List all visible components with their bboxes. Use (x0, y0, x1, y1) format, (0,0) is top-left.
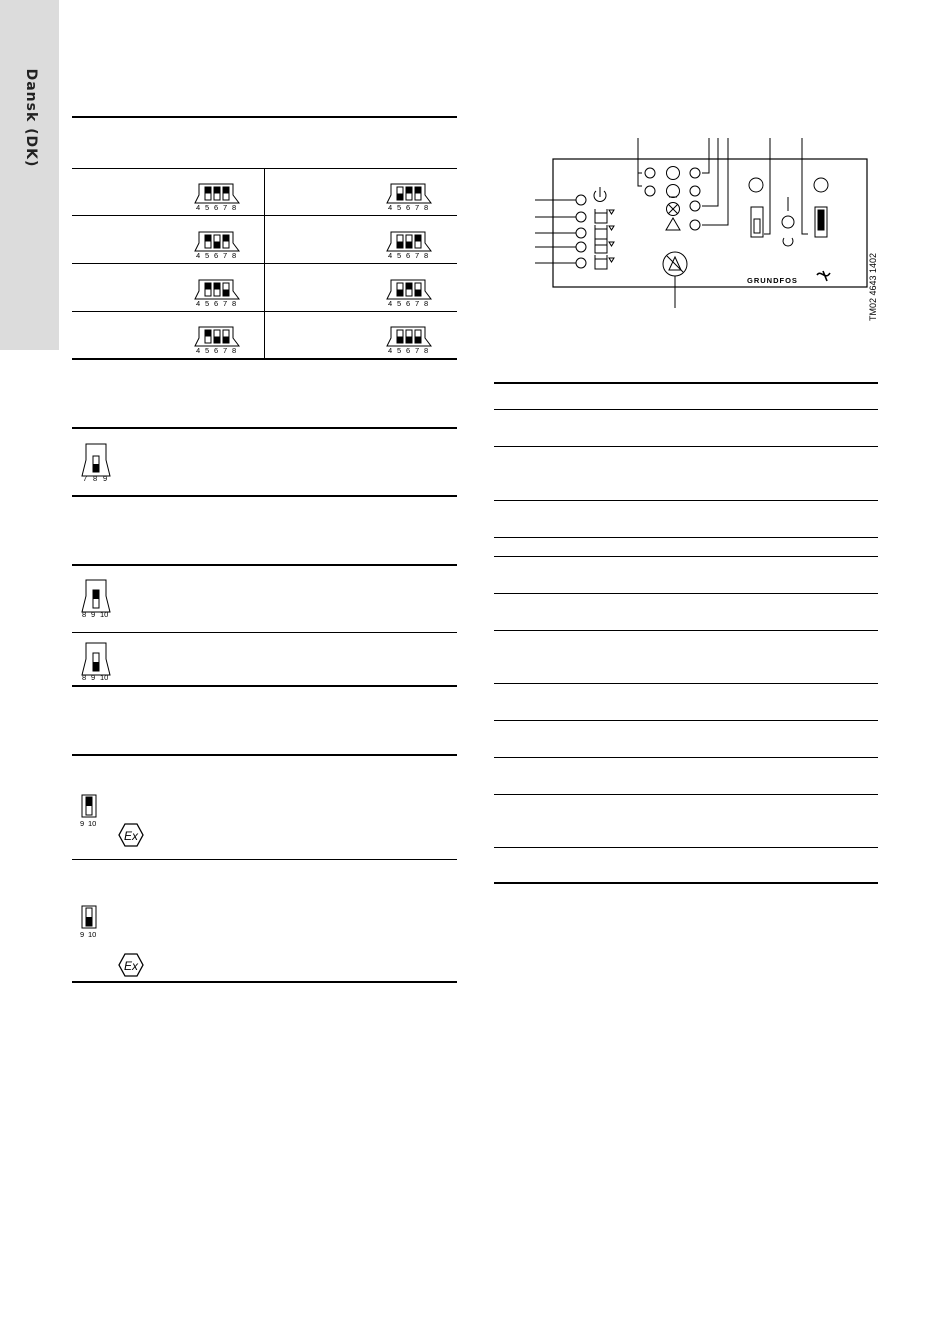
dip-switch-number: 5 (205, 346, 210, 354)
dip-switch-number: 4 (196, 346, 201, 354)
ex-atex-icon (118, 823, 144, 847)
dip-switch-number: 8 (232, 203, 237, 211)
dip-switch-number: 6 (214, 203, 219, 211)
table-rule (494, 556, 878, 557)
table-rule (72, 981, 457, 983)
table-rule (494, 630, 878, 631)
table-rule (494, 882, 878, 884)
dip-switch-number: 7 (415, 203, 420, 211)
column-divider (264, 168, 265, 358)
dip-switch-block-icon (385, 183, 433, 211)
language-side-tab (0, 0, 59, 350)
table-rule (494, 446, 878, 447)
svg-text:8: 8 (93, 474, 98, 482)
dip-switch-number: 7 (223, 251, 228, 259)
control-panel-diagram (525, 135, 885, 320)
table-rule (494, 500, 878, 501)
dip-switch-number: 4 (196, 251, 201, 259)
dip-switch-number: 6 (214, 346, 219, 354)
table-rule (494, 593, 878, 594)
table-rule (72, 859, 457, 860)
dip-switch-8910-off-icon (80, 641, 114, 681)
table-rule (494, 382, 878, 384)
svg-text:9: 9 (91, 673, 96, 681)
dip-switch-number: 4 (196, 299, 201, 307)
svg-text:9: 9 (80, 930, 85, 938)
svg-text:10: 10 (88, 819, 97, 827)
drawing-number (862, 235, 882, 325)
dip-switch-number: 7 (415, 299, 420, 307)
dip-switch-number: 5 (205, 299, 210, 307)
svg-text:10: 10 (100, 673, 109, 681)
dip-switch-number: 8 (232, 251, 237, 259)
dip-switch-number: 7 (415, 251, 420, 259)
language-tab-label: Dansk (DK) (23, 68, 39, 168)
dip-switch-8910-on-icon (80, 578, 114, 618)
alarm-reset-button (663, 252, 687, 276)
svg-text:8: 8 (82, 610, 87, 618)
dip-switch-number: 5 (397, 251, 402, 259)
dip-switch-number: 8 (424, 346, 429, 354)
dip-switch-number: 7 (223, 346, 228, 354)
svg-text:TM02 4643 1402: TM02 4643 1402 (868, 252, 878, 321)
dip-switch-block-icon (385, 326, 433, 354)
dip-switch-block-icon (193, 231, 241, 259)
dip-switch-number: 8 (424, 299, 429, 307)
table-rule (494, 794, 878, 795)
dip-switch-block-icon (385, 231, 433, 259)
dip-switch-number: 4 (388, 251, 393, 259)
table-rule (72, 427, 457, 429)
table-rule (72, 685, 457, 687)
table-rule (494, 683, 878, 684)
dip-switch-number: 5 (397, 346, 402, 354)
svg-text:7: 7 (83, 474, 88, 482)
dip-switch-789-icon (80, 442, 112, 482)
dip-switch-number: 8 (424, 251, 429, 259)
table-rule (72, 116, 457, 118)
table-rule (72, 754, 457, 756)
grundfos-logo-icon (817, 271, 830, 281)
dip-switch-number: 6 (214, 299, 219, 307)
table-rule (494, 847, 878, 848)
dip-switch-number: 6 (406, 251, 411, 259)
power-icon (594, 187, 606, 201)
dip-switch-block-icon (193, 326, 241, 354)
svg-text:10: 10 (88, 930, 97, 938)
dip-switch-number: 8 (424, 203, 429, 211)
dip-switch-number: 4 (388, 346, 393, 354)
dip-switch-block-icon (193, 183, 241, 211)
table-rule (494, 720, 878, 721)
table-rule (72, 564, 457, 566)
svg-text:8: 8 (82, 673, 87, 681)
svg-text:10: 10 (100, 610, 109, 618)
dip-switch-number: 8 (232, 299, 237, 307)
dip-switch-number: 8 (232, 346, 237, 354)
dip-switch-block-icon (193, 279, 241, 307)
dip-switch-block-icon (385, 279, 433, 307)
table-rule (72, 358, 457, 360)
dip-switch-number: 5 (397, 203, 402, 211)
svg-text:Ex: Ex (123, 959, 139, 973)
dip-switch-number: 4 (196, 203, 201, 211)
dip-switch-number: 6 (406, 203, 411, 211)
table-rule (494, 537, 878, 538)
float-switch-icon (595, 209, 614, 269)
grundfos-logo-text: GRUNDFOS (747, 276, 798, 285)
svg-text:9: 9 (91, 610, 96, 618)
dip-switch-number: 7 (223, 299, 228, 307)
svg-text:9: 9 (80, 819, 85, 827)
table-rule (72, 632, 457, 633)
dip-switch-number: 6 (406, 299, 411, 307)
dip-switch-number: 5 (205, 251, 210, 259)
dip-switch-number: 6 (406, 346, 411, 354)
dip-switch-number: 6 (214, 251, 219, 259)
svg-text:9: 9 (103, 474, 108, 482)
dip-switch-number: 4 (388, 203, 393, 211)
table-rule (494, 409, 878, 410)
dip-switch-910-off-icon (79, 904, 103, 938)
table-rule (72, 495, 457, 497)
ex-atex-icon (118, 953, 144, 977)
dip-switch-number: 5 (205, 203, 210, 211)
dip-switch-number: 4 (388, 299, 393, 307)
dip-switch-910-on-icon (79, 793, 103, 827)
table-rule (494, 757, 878, 758)
svg-text:Ex: Ex (123, 829, 139, 843)
dip-switch-number: 7 (223, 203, 228, 211)
dip-switch-number: 5 (397, 299, 402, 307)
dip-switch-number: 7 (415, 346, 420, 354)
